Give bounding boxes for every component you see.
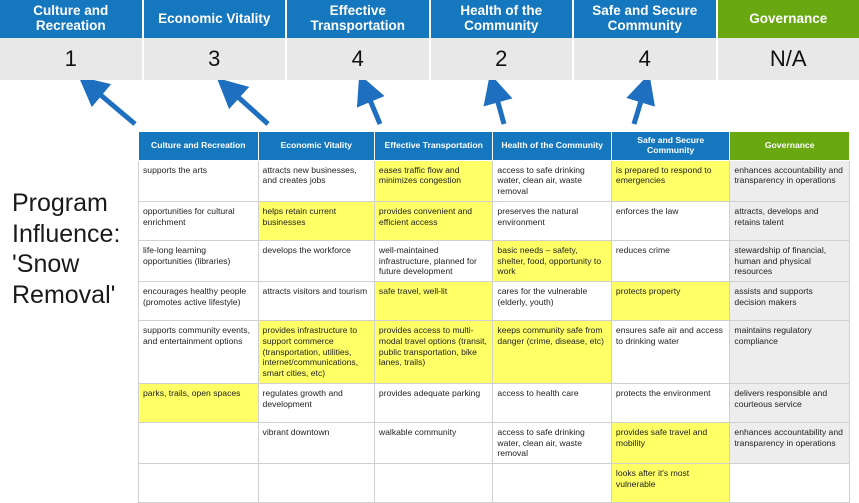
- table-row: [139, 201, 850, 240]
- matrix-cell-r1-c2: provides convenient and efficient access: [374, 201, 493, 240]
- matrix-cell-r2-c1: develops the workforce: [258, 240, 374, 281]
- arrow-effective-transportation: [365, 88, 380, 124]
- caption-line-4: Removal': [12, 280, 134, 311]
- matrix-header-5: Governance: [730, 132, 850, 161]
- arrow-economic-vitality: [228, 88, 268, 124]
- matrix-body: [139, 160, 850, 502]
- arrows-svg: [0, 80, 859, 132]
- matrix-cell-r5-c3: access to health care: [493, 383, 612, 422]
- matrix-cell-r3-c5: assists and supports decision makers: [730, 282, 850, 321]
- matrix-cell-r0-c4: is prepared to respond to emergencies: [611, 160, 730, 201]
- matrix-cell-r5-c1: regulates growth and development: [258, 383, 374, 422]
- header-cell-2: Effective Transportation: [287, 0, 431, 38]
- matrix-header-4: Safe and Secure Community: [611, 132, 730, 161]
- matrix-cell-r2-c0: life-long learning opportunities (libraries): [139, 240, 259, 281]
- matrix-cell-r6-c5: enhances accountability and transparency in operations: [730, 422, 850, 463]
- arrow-safe-secure-community: [634, 88, 645, 124]
- matrix-cell-r2-c3: basic needs – safety, shelter, food, opportunity to work: [493, 240, 612, 281]
- matrix-cell-r2-c5: stewardship of financial, human and physical resources: [730, 240, 850, 281]
- scorecard-header-band: [0, 0, 859, 38]
- influence-matrix: [138, 131, 850, 503]
- header-cell-5: Governance: [718, 0, 859, 38]
- score-cell-5: N/A: [718, 38, 859, 80]
- score-cell-0: 1: [0, 38, 144, 80]
- matrix-cell-r4-c1: provides infrastructure to support commerce (transportation, utilities, internet/communications, smart cities, etc): [258, 321, 374, 384]
- table-row: [139, 282, 850, 321]
- score-cell-4: 4: [574, 38, 718, 80]
- matrix-cell-r7-c1: [258, 464, 374, 503]
- header-cell-4: Safe and Secure Community: [574, 0, 718, 38]
- arrow-group: [0, 80, 859, 132]
- matrix-cell-r0-c5: enhances accountability and transparency in operations: [730, 160, 850, 201]
- matrix-cell-r7-c4: looks after it's most vulnerable: [611, 464, 730, 503]
- header-cell-3: Health of the Community: [431, 0, 575, 38]
- matrix-cell-r6-c4: provides safe travel and mobility: [611, 422, 730, 463]
- header-cell-1: Economic Vitality: [144, 0, 288, 38]
- arrow-health-community: [494, 88, 504, 124]
- matrix-cell-r5-c4: protects the environment: [611, 383, 730, 422]
- caption-line-2: Influence:: [12, 219, 134, 250]
- influence-matrix-table: [138, 131, 850, 503]
- matrix-header-row: [139, 132, 850, 161]
- matrix-cell-r4-c5: maintains regulatory compliance: [730, 321, 850, 384]
- caption-line-1: Program: [12, 188, 134, 219]
- matrix-cell-r1-c3: preserves the natural environment: [493, 201, 612, 240]
- matrix-cell-r1-c1: helps retain current businesses: [258, 201, 374, 240]
- matrix-cell-r4-c4: ensures safe air and access to drinking water: [611, 321, 730, 384]
- caption-line-3: 'Snow: [12, 249, 134, 280]
- matrix-cell-r1-c5: attracts, develops and retains talent: [730, 201, 850, 240]
- matrix-cell-r4-c2: provides access to multi-modal travel options (transit, public transportation, bike lanes, trails): [374, 321, 493, 384]
- matrix-cell-r3-c2: safe travel, well-lit: [374, 282, 493, 321]
- table-row: [139, 422, 850, 463]
- matrix-header-3: Health of the Community: [493, 132, 612, 161]
- matrix-cell-r2-c2: well-maintained infrastructure, planned for future development: [374, 240, 493, 281]
- matrix-cell-r0-c3: access to safe drinking water, clean air, waste removal: [493, 160, 612, 201]
- scorecard-score-band: [0, 38, 859, 80]
- matrix-cell-r7-c3: [493, 464, 612, 503]
- matrix-cell-r2-c4: reduces crime: [611, 240, 730, 281]
- table-row: [139, 160, 850, 201]
- matrix-cell-r6-c2: walkable community: [374, 422, 493, 463]
- matrix-cell-r3-c1: attracts visitors and tourism: [258, 282, 374, 321]
- matrix-cell-r3-c3: cares for the vulnerable (elderly, youth): [493, 282, 612, 321]
- score-cell-2: 4: [287, 38, 431, 80]
- matrix-cell-r1-c0: opportunities for cultural enrichment: [139, 201, 259, 240]
- matrix-head: [139, 132, 850, 161]
- matrix-cell-r4-c0: supports community events, and entertainment options: [139, 321, 259, 384]
- matrix-cell-r7-c0: [139, 464, 259, 503]
- matrix-cell-r5-c2: provides adequate parking: [374, 383, 493, 422]
- matrix-cell-r3-c0: encourages healthy people (promotes active lifestyle): [139, 282, 259, 321]
- score-cell-3: 2: [431, 38, 575, 80]
- matrix-cell-r0-c0: supports the arts: [139, 160, 259, 201]
- matrix-cell-r5-c0: parks, trails, open spaces: [139, 383, 259, 422]
- matrix-cell-r3-c4: protects property: [611, 282, 730, 321]
- matrix-cell-r6-c0: [139, 422, 259, 463]
- matrix-cell-r6-c3: access to safe drinking water, clean air, waste removal: [493, 422, 612, 463]
- program-influence-caption: [12, 188, 134, 310]
- table-row: [139, 464, 850, 503]
- table-row: [139, 240, 850, 281]
- matrix-header-0: Culture and Recreation: [139, 132, 259, 161]
- table-row: [139, 321, 850, 384]
- matrix-cell-r0-c1: attracts new businesses, and creates jobs: [258, 160, 374, 201]
- score-cell-1: 3: [144, 38, 288, 80]
- matrix-cell-r5-c5: delivers responsible and courteous service: [730, 383, 850, 422]
- table-row: [139, 383, 850, 422]
- header-cell-0: Culture and Recreation: [0, 0, 144, 38]
- matrix-cell-r7-c2: [374, 464, 493, 503]
- matrix-cell-r0-c2: eases traffic flow and minimizes congestion: [374, 160, 493, 201]
- matrix-cell-r6-c1: vibrant downtown: [258, 422, 374, 463]
- matrix-header-1: Economic Vitality: [258, 132, 374, 161]
- matrix-header-2: Effective Transportation: [374, 132, 493, 161]
- matrix-cell-r7-c5: [730, 464, 850, 503]
- matrix-cell-r1-c4: enforces the law: [611, 201, 730, 240]
- matrix-cell-r4-c3: keeps community safe from danger (crime, disease, etc): [493, 321, 612, 384]
- arrow-culture-recreation: [90, 86, 135, 124]
